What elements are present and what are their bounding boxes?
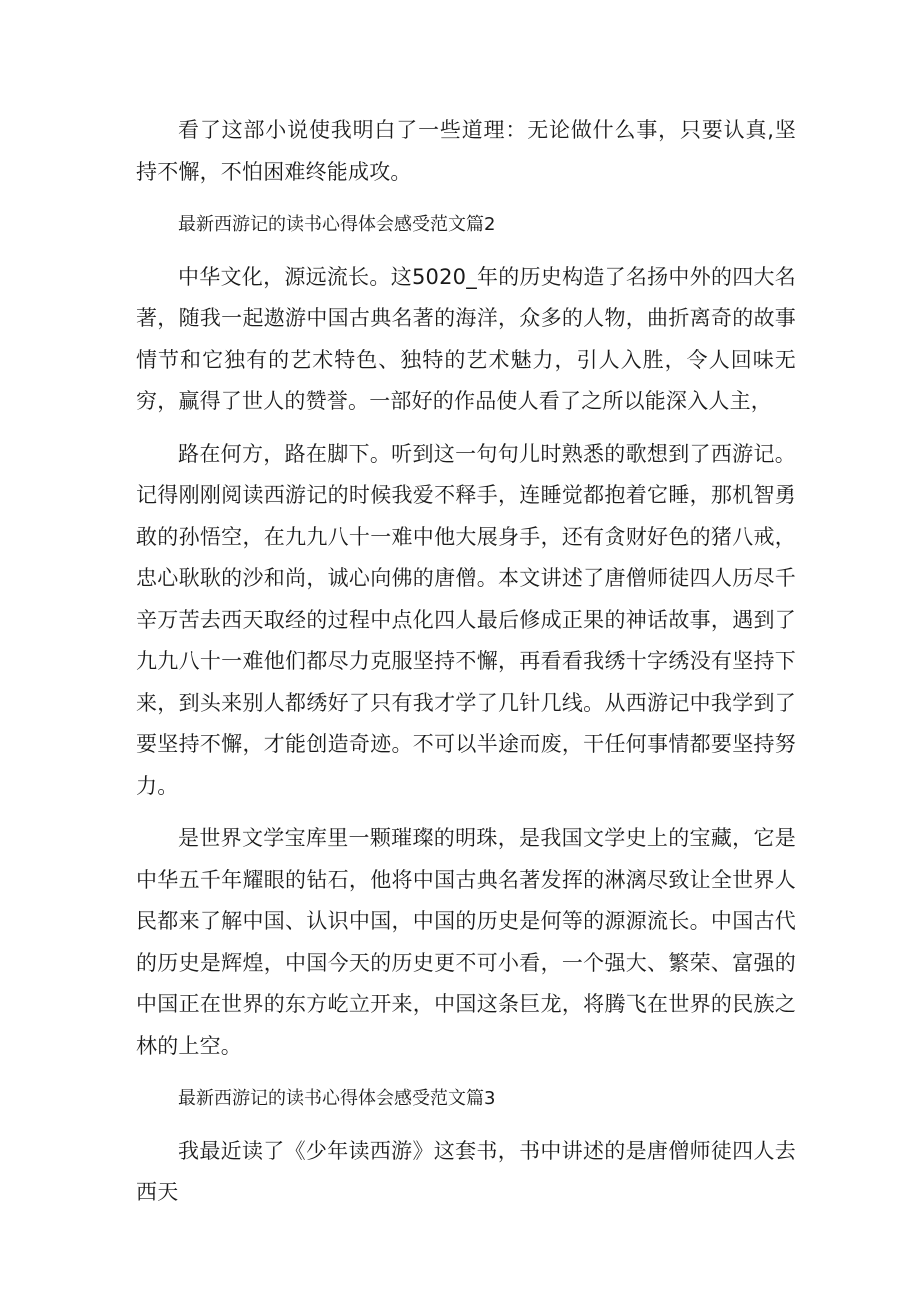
paragraph-world-literature: 是世界文学宝库里一颗璀璨的明珠，是我国文学史上的宝藏，它是中华五千年耀眼的钻石，他将中国古典名著发挥的淋漓尽致让全世界人民都来了解中国、认识中国，中国的历史是何等的源源流长。中国古代的历史是辉煌，中国今天的历史更不可小看，一个强大、繁荣、富强的中国正在世界的东方屹立开来，中国这条巨龙，将腾飞在世界的民族之林的上空。 xyxy=(136,826,796,1058)
paragraph-chinese-culture: 中华文化，源远流长。这5020_年的历史构造了名扬中外的四大名著，随我一起遨游中国古典名著的海洋，众多的人物，曲折离奇的故事情节和它独有的艺术特色、独特的艺术魅力，引人入胜，令人回味无穷，赢得了世人的赞誉。一部好的作品使人看了之所以能深入人主， xyxy=(136,264,796,413)
section-heading-2: 最新西游记的读书心得体会感受范文篇2 xyxy=(178,214,496,235)
section-heading-3: 最新西游记的读书心得体会感受范文篇3 xyxy=(178,1088,496,1109)
document-body xyxy=(136,110,796,1214)
paragraph-road-under-feet: 路在何方，路在脚下。听到这一句句儿时熟悉的歌想到了西游记。记得刚刚阅读西游记的时候我爱不释手，连睡觉都抱着它睡，那机智勇敢的孙悟空，在九九八十一难中他大展身手，还有贪财好色的猪八戒，忠心耿耿的沙和尚，诚心向佛的唐僧。本文讲述了唐僧师徒四人历尽千辛万苦去西天取经的过程中点化四人最后修成正果的神话故事，遇到了九九八十一难他们都尽力克服坚持不懈，再看看我绣十字绣没有坚持下来，到头来别人都绣好了只有我才学了几针几线。从西游记中我学到了要坚持不懈，才能创造奇迹。不可以半途而废，干任何事情都要坚持努力。 xyxy=(136,441,796,798)
paragraph-young-reader: 我最近读了《少年读西游》这套书，书中讲述的是唐僧师徒四人去西天 xyxy=(136,1138,796,1204)
paragraph-conclusion: 看了这部小说使我明白了一些道理：无论做什么事，只要认真,坚持不懈，不怕困难终能成攻。 xyxy=(136,118,796,184)
